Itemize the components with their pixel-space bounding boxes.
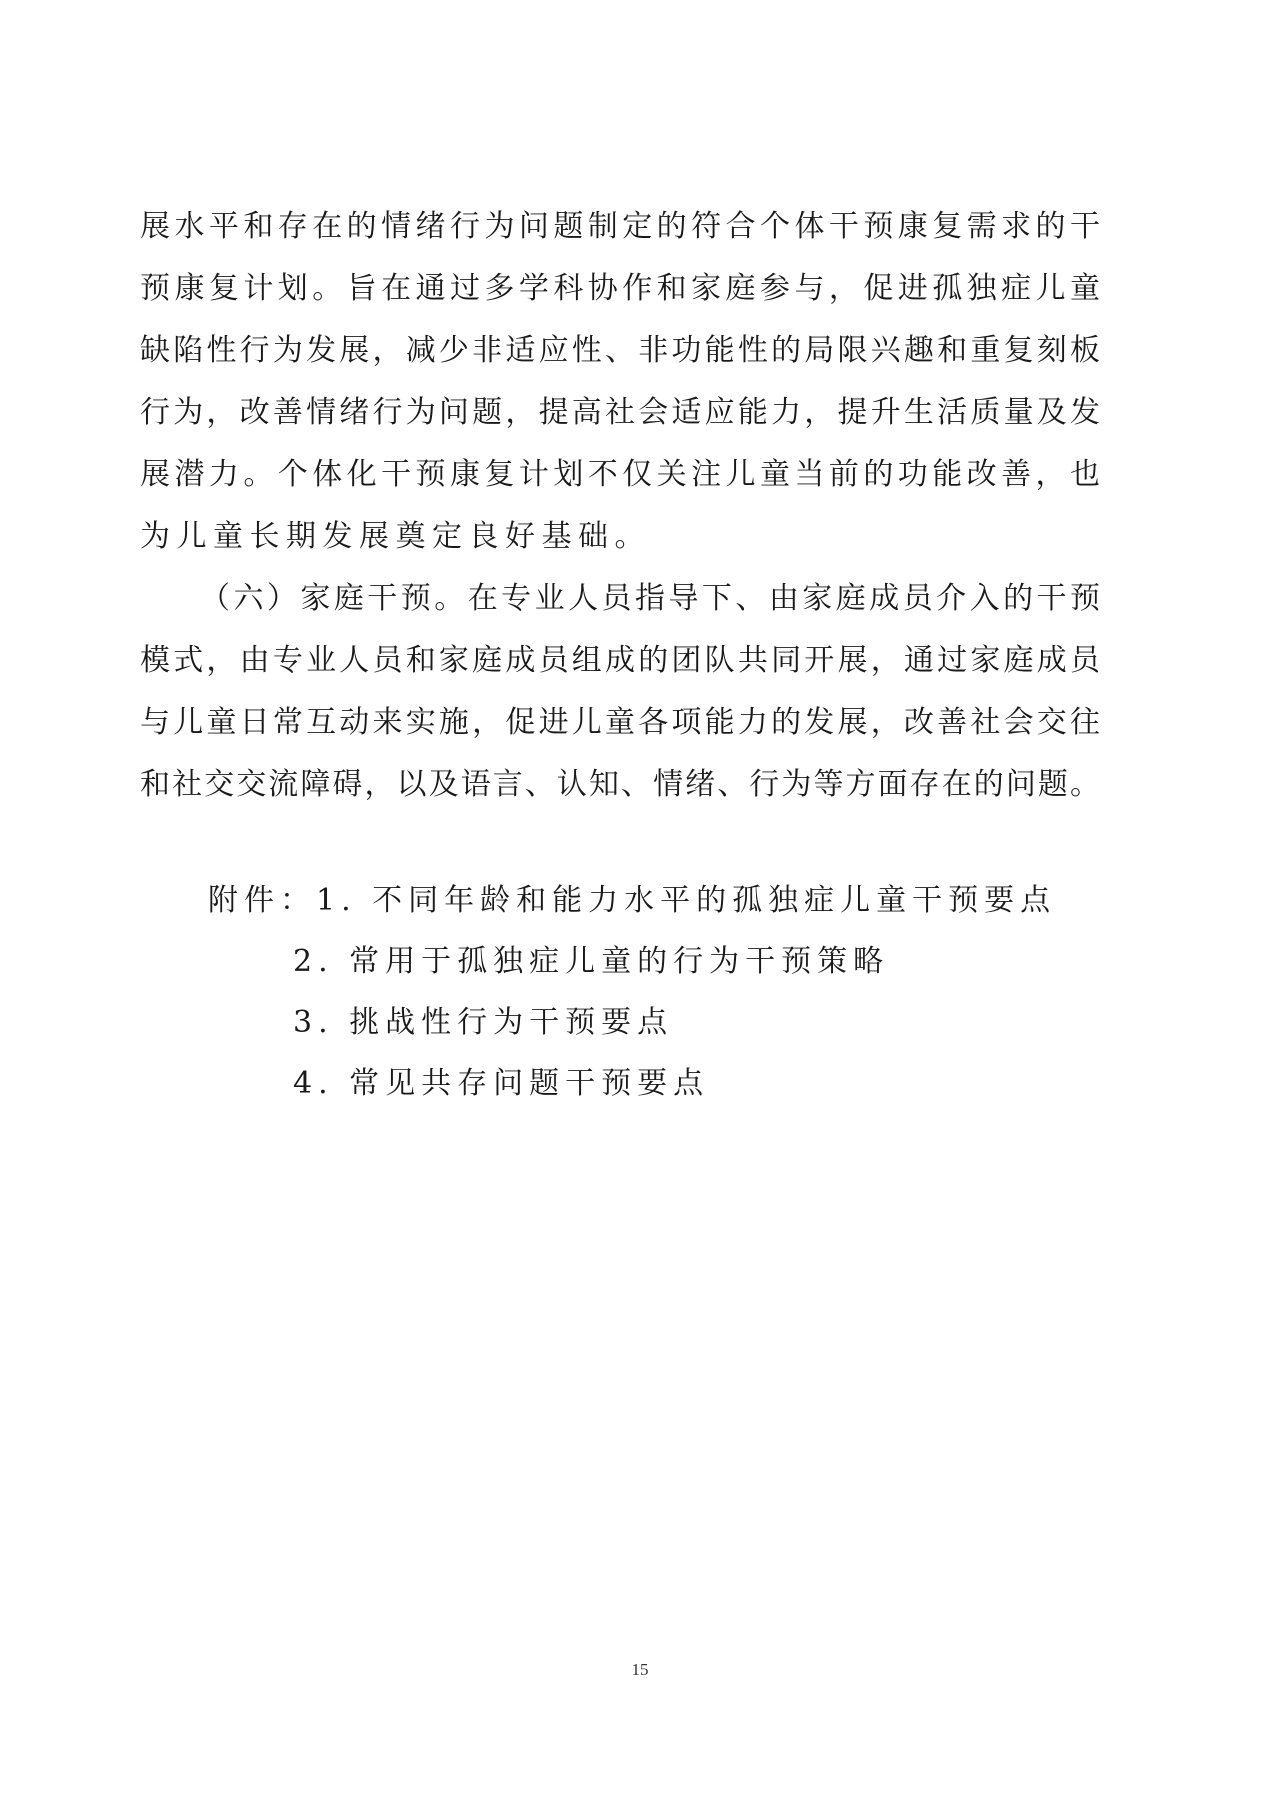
attachment-item-1: 1. 不同年龄和能力水平的孤独症儿童干预要点	[316, 883, 1057, 918]
paragraph-1-line-1: 展水平和存在的情绪行为问题制定的符合个体干预康复需求的干	[140, 209, 1100, 244]
attachment-item-4: 4. 常见共存问题干预要点	[293, 1066, 710, 1101]
page-number: 15	[631, 1660, 649, 1679]
body-text	[140, 196, 1100, 816]
attachment-item-3: 3. 挑战性行为干预要点	[293, 1005, 674, 1040]
paragraph-1-line-5: 展潜力。个体化干预康复计划不仅关注儿童当前的功能改善，也	[140, 457, 1100, 492]
paragraph-1-line-4: 行为，改善情绪行为问题，提高社会适应能力，提升生活质量及发	[140, 395, 1100, 430]
paragraph-2-line-1: （六）家庭干预。在专业人员指导下、由家庭成员介入的干预	[200, 581, 1100, 616]
attachment-row-1	[208, 870, 1108, 931]
paragraph-1-line-3: 缺陷性行为发展，减少非适应性、非功能性的局限兴趣和重复刻板	[140, 333, 1100, 368]
paragraph-1-line-2: 预康复计划。旨在通过多学科协作和家庭参与，促进孤独症儿童	[140, 271, 1100, 306]
attachments-prefix: 附件：	[208, 883, 316, 918]
paragraph-2-line-3: 与儿童日常互动来实施，促进儿童各项能力的发展，改善社会交往	[140, 705, 1100, 740]
attachments-list	[208, 870, 1108, 1114]
paragraph-1-line-6: 为儿童长期发展奠定良好基础。	[140, 519, 651, 554]
attachment-item-2: 2. 常用于孤独症儿童的行为干预策略	[293, 944, 890, 979]
paragraph-2-line-4: 和社交交流障碍，以及语言、认知、情绪、行为等方面存在的问题。	[140, 767, 1100, 802]
paragraph-2-line-2: 模式，由专业人员和家庭成员组成的团队共同开展，通过家庭成员	[140, 643, 1100, 678]
